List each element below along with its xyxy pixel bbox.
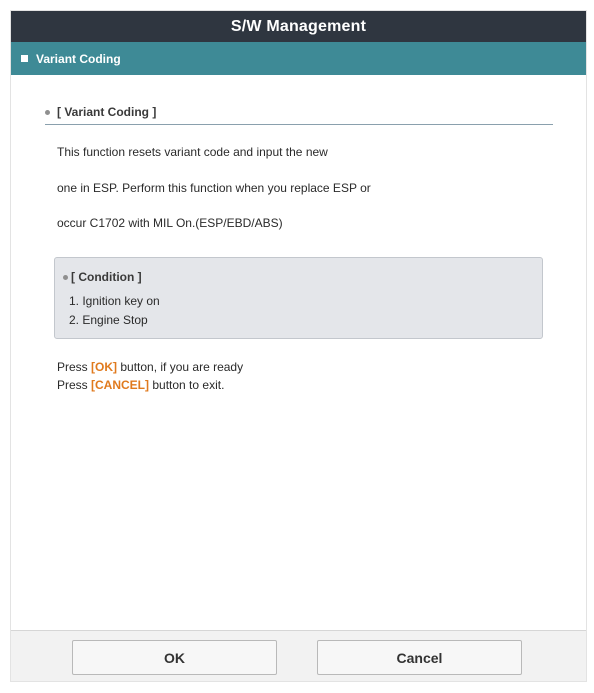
section-title: Variant Coding bbox=[36, 51, 121, 66]
instruction-cancel bbox=[57, 378, 224, 392]
button-bar bbox=[11, 630, 586, 681]
dot-bullet-icon bbox=[45, 110, 50, 115]
condition-item-1: 1. Ignition key on bbox=[69, 294, 160, 308]
ok-button[interactable]: OK bbox=[72, 640, 277, 675]
window-title: S/W Management bbox=[230, 17, 367, 35]
ok-key-highlight: [OK] bbox=[91, 360, 118, 374]
instruction-cancel-suffix: button to exit. bbox=[149, 378, 225, 392]
title-bar bbox=[11, 11, 586, 42]
instruction-ok-prefix: Press bbox=[57, 360, 92, 374]
condition-title: [ Condition ] bbox=[71, 270, 142, 284]
sw-management-window bbox=[10, 10, 587, 682]
subsection-title: [ Variant Coding ] bbox=[57, 105, 157, 119]
cancel-key-highlight: [CANCEL] bbox=[91, 378, 150, 392]
description-line-1: This function resets variant code and input the new bbox=[57, 145, 328, 159]
square-bullet-icon bbox=[21, 55, 28, 62]
description-line-3: occur C1702 with MIL On.(ESP/EBD/ABS) bbox=[57, 216, 283, 230]
instruction-ok-suffix: button, if you are ready bbox=[117, 360, 244, 374]
condition-header bbox=[63, 270, 142, 284]
condition-item-2: 2. Engine Stop bbox=[69, 313, 148, 327]
instruction-cancel-prefix: Press bbox=[57, 378, 92, 392]
dot-bullet-icon bbox=[63, 275, 68, 280]
condition-box bbox=[54, 257, 543, 339]
subsection-header bbox=[45, 105, 553, 125]
description-line-2: one in ESP. Perform this function when you replace ESP or bbox=[57, 181, 371, 195]
instruction-ok bbox=[57, 360, 243, 374]
cancel-button[interactable]: Cancel bbox=[317, 640, 522, 675]
section-header bbox=[11, 42, 586, 75]
